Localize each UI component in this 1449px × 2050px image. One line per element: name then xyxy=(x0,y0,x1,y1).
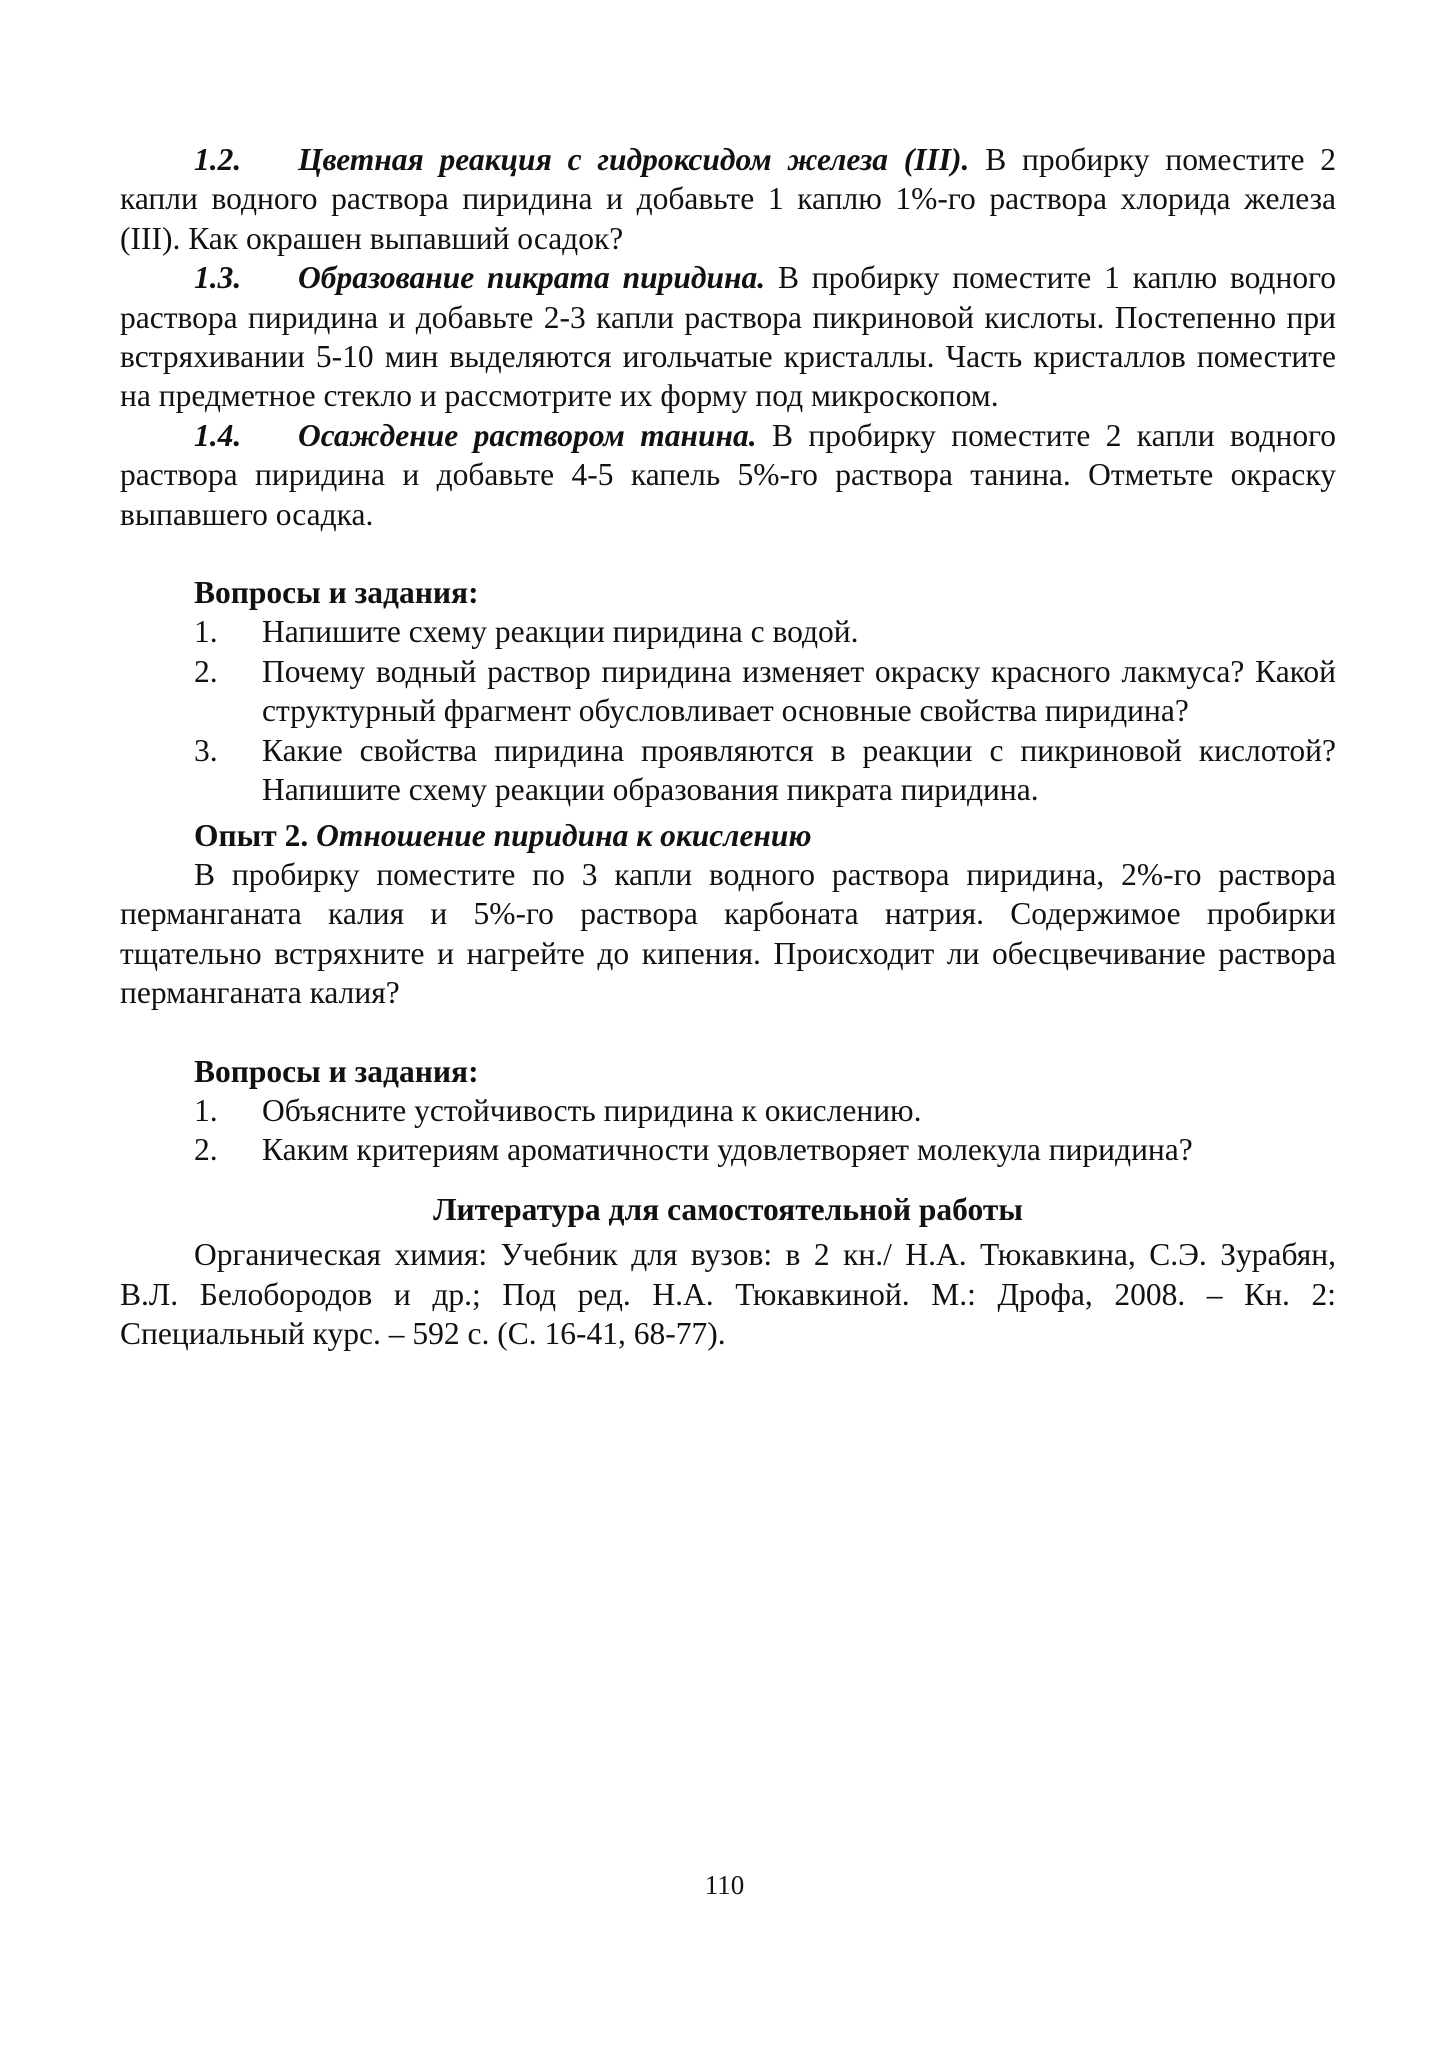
section-text: В пробирку поместите 2 капли водного раствора пиридина и добавьте 4-5 капель 5%-го раствора танина. Отметьте окраску выпавшего осадка. xyxy=(120,417,1337,532)
questions-list xyxy=(120,1091,1336,1170)
section-title: Цветная реакция с гидроксидом железа (III). xyxy=(298,142,970,177)
item-number: 2. xyxy=(194,1132,218,1168)
section-1-4 xyxy=(120,416,1336,534)
questions-list xyxy=(120,612,1336,809)
questions-heading: Вопросы и задания: xyxy=(194,1053,479,1089)
section-number: 1.2. xyxy=(194,142,242,177)
list-item xyxy=(120,652,1336,731)
spacer xyxy=(120,534,1336,573)
item-text: Каким критериям ароматичности удовлетворяет молекула пиридина? xyxy=(262,1132,1193,1168)
list-item xyxy=(120,1130,1336,1169)
experiment-heading xyxy=(120,816,1336,855)
experiment-title: Отношение пиридина к окислению xyxy=(316,817,812,853)
item-text: Объясните устойчивость пиридина к окислению. xyxy=(262,1092,922,1128)
item-number: 1. xyxy=(194,614,218,650)
spacer xyxy=(120,1013,1336,1052)
page-number: 110 xyxy=(704,1870,745,1900)
experiment-text: В пробирку поместите по 3 капли водного раствора пиридина, 2%-го раствора перманганата калия и 5%-го раствора карбоната натрия. Содержимое пробирки тщательно встряхните и нагрейте до кипения. Происходит ли обесцвечивание раствора перманганата калия? xyxy=(120,856,1336,1011)
item-text: Напишите схему реакции пиридина с водой. xyxy=(262,614,859,650)
item-number: 3. xyxy=(194,732,218,768)
section-text: В пробирку поместите 1 каплю водного раствора пиридина и добавьте 2-3 капли раствора пикриновой кислоты. Постепенно при встряхивании 5-10 мин выделяются игольчатые кристаллы. Часть кристаллов поместите на предметное стекло и рассмотрите их форму под микроскопом. xyxy=(120,260,1336,414)
section-number: 1.3. xyxy=(194,260,242,296)
list-item xyxy=(120,612,1336,651)
questions-heading: Вопросы и задания: xyxy=(194,575,479,611)
section-title: Образование пикрата пиридина. xyxy=(298,260,766,296)
literature-title: Литература для самостоятельной работы xyxy=(433,1191,1023,1227)
item-text: Почему водный раствор пиридина изменяет окраску красного лакмуса? Какой структурный фрагмент обусловливает основные свойства пиридина? xyxy=(262,653,1336,729)
section-number: 1.4. xyxy=(194,417,242,453)
list-item xyxy=(120,1091,1336,1130)
item-number: 2. xyxy=(194,653,218,689)
item-text: Какие свойства пиридина проявляются в реакции с пикриновой кислотой? Напишите схему реакции образования пикрата пиридина. xyxy=(262,732,1336,808)
section-1-2 xyxy=(120,140,1336,258)
experiment-label: Опыт 2. xyxy=(194,817,309,853)
literature-text: Органическая химия: Учебник для вузов: в 2 кн./ Н.А. Тюкавкина, С.Э. Зурабян, В.Л. Белобородов и др.; Под ред. Н.А. Тюкавкиной. М.: Дрофа, 2008. – Кн. 2: Специальный курс. – 592 с. (С. 16-41, 68-77). xyxy=(120,1237,1336,1351)
spacer xyxy=(120,1170,1336,1190)
list-item xyxy=(120,731,1336,810)
item-number: 1. xyxy=(194,1092,218,1128)
page-content xyxy=(120,140,1336,1353)
section-text: В пробирку поместите 2 капли водного раствора пиридина и добавьте 1 каплю 1%-го раствора хлорида железа (III). Как окрашен выпавший осадок? xyxy=(120,142,1337,256)
section-1-3 xyxy=(120,258,1336,416)
section-title: Осаждение раствором танина. xyxy=(298,417,757,453)
